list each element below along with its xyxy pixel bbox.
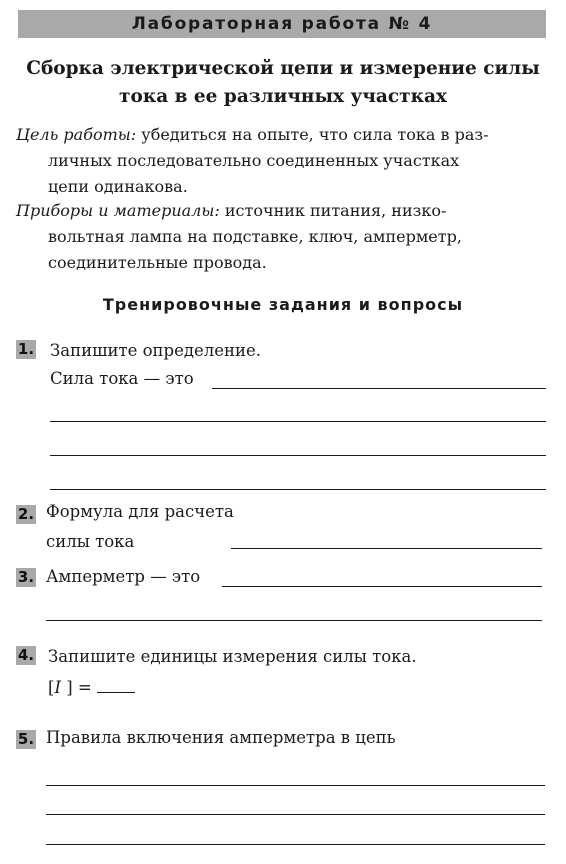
- work-title-line-1: Сборка электрической цепи и измерение силы: [26, 58, 540, 79]
- task-2-text-2: силы тока: [46, 532, 135, 551]
- goal-label: Цель работы:: [16, 125, 137, 144]
- task-5-answer-line-3[interactable]: [46, 844, 545, 845]
- task-5-answer-line-1[interactable]: [46, 785, 545, 786]
- task-4-number: 4.: [17, 646, 35, 664]
- task-4-answer-blank[interactable]: [97, 676, 135, 693]
- task-1-answer-line-4[interactable]: [50, 489, 546, 490]
- task-1-prompt: Сила тока — это: [50, 369, 194, 388]
- task-3-text: Амперметр — это: [46, 567, 201, 586]
- task-1-answer-line-1[interactable]: [212, 388, 546, 389]
- task-2-number: 2.: [17, 505, 35, 523]
- task-1-answer-line-3[interactable]: [50, 455, 546, 456]
- goal-line-2: личных последовательно соединенных участках: [48, 151, 460, 170]
- task-1-number: 1.: [17, 340, 35, 358]
- task-4-formula: [I ] =: [48, 676, 135, 700]
- work-title-line-2: тока в ее различных участках: [119, 86, 447, 107]
- task-5-number: 5.: [17, 730, 35, 748]
- section-title: Тренировочные задания и вопросы: [102, 295, 464, 314]
- equipment-paragraph: [16, 198, 546, 276]
- equipment-line-2: вольтная лампа на подставке, ключ, амперметр,: [48, 227, 462, 246]
- equipment-line-3: соединительные провода.: [48, 253, 267, 272]
- goal-line-1: убедиться на опыте, что сила тока в раз-: [141, 125, 489, 144]
- task-5-text: Правила включения амперметра в цепь: [46, 728, 396, 747]
- task-3-number: 3.: [17, 568, 35, 586]
- lab-title: Лабораторная работа № 4: [131, 14, 433, 34]
- task-2-text: Формула для расчета: [46, 502, 234, 521]
- task-3-answer-line-2[interactable]: [46, 620, 542, 621]
- equipment-label: Приборы и материалы:: [16, 201, 220, 220]
- goal-line-3: цепи одинакова.: [48, 177, 188, 196]
- task-1-text: Запишите определение.: [50, 341, 262, 360]
- task-1-answer-line-2[interactable]: [50, 421, 546, 422]
- task-5-answer-line-2[interactable]: [46, 814, 545, 815]
- current-symbol: I: [54, 678, 61, 697]
- lab-title-banner: [18, 10, 546, 38]
- task-3-answer-line-1[interactable]: [222, 586, 542, 587]
- goal-paragraph: [16, 122, 546, 200]
- task-4-text: Запишите единицы измерения силы тока.: [48, 647, 417, 666]
- work-title: [10, 55, 556, 111]
- equipment-line-1: источник питания, низко-: [224, 201, 447, 220]
- task-2-answer-line[interactable]: [231, 548, 542, 549]
